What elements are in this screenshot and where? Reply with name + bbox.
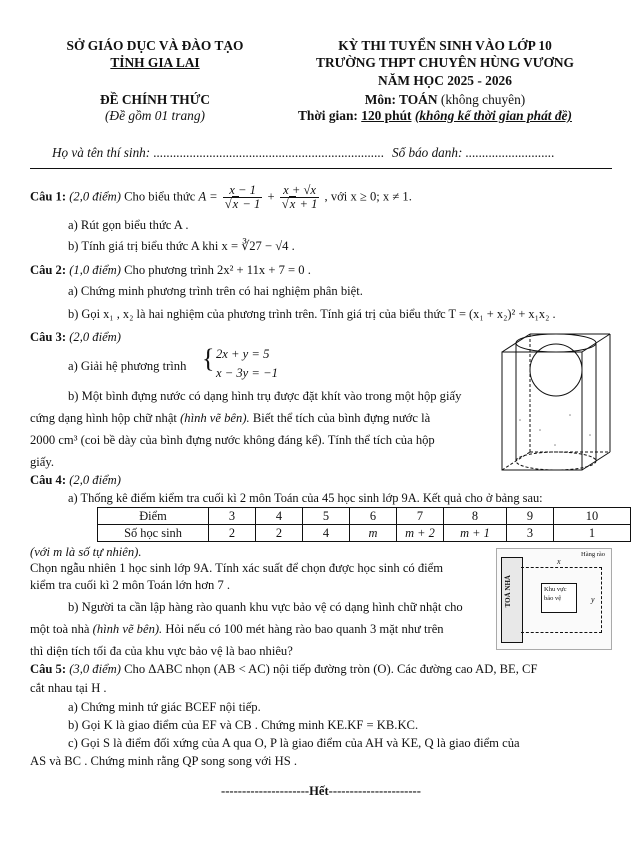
- fig-y-label: y: [591, 595, 595, 604]
- q4-b2-pre: một toà nhà: [30, 622, 90, 636]
- table-row: [98, 525, 631, 542]
- q1-head: Câu 1:: [30, 189, 67, 204]
- q2-statement: [30, 263, 311, 278]
- school-year: NĂM HỌC 2025 - 2026: [378, 73, 512, 88]
- table-cell: 1: [554, 525, 631, 542]
- q1-f1-num: x − 1: [223, 184, 263, 198]
- q2-intro: Cho phương trình 2x² + 11x + 7 = 0 .: [124, 263, 311, 277]
- time-note: (không kể thời gian phát đề): [414, 108, 572, 123]
- q5-part-c-line1: c) Gọi S là điểm đối xứng của A qua O, P là giao điểm của AH và KE, Q là giao điểm của: [68, 736, 520, 750]
- q4-part-a: a) Thống kê điểm kiểm tra cuối kì 2 môn Toán của 45 học sinh lớp 9A. Kết quả cho ở bảng sau:: [68, 491, 543, 505]
- q1-fraction-2: $\frac{x + √x}{√x + 1}$: [281, 183, 318, 212]
- table-row: [98, 508, 631, 525]
- q3-b2-post: Biết thể tích của bình đựng nước là: [252, 411, 431, 425]
- q3-equation-2: x − 3y = −1: [216, 366, 278, 380]
- q4-part-a-line2: Chọn ngẫu nhiên 1 học sinh lớp 9A. Tính xác suất để chọn được học sinh có điểm: [30, 561, 444, 575]
- q1-f2-num: x + √x: [280, 184, 320, 198]
- q3-system-brace: {: [202, 344, 215, 373]
- q3-part-b-line3: 2000 cm³ (coi bề dày của bình đựng nước không đáng kể). Tính thể tích của hộp: [30, 433, 435, 447]
- q1-condition: , với x ≥ 0; x ≠ 1.: [324, 189, 412, 204]
- q5-part-a: a) Chứng minh tứ giác BCEF nội tiếp.: [68, 700, 261, 714]
- q4-statement: [30, 473, 121, 488]
- time-value: 120 phút: [361, 108, 412, 123]
- q4-head: Câu 4:: [30, 473, 67, 487]
- q1-f2-den: x: [289, 197, 296, 212]
- table-cell: 6: [350, 508, 397, 525]
- q3-b2-pre: cứng dạng hình hộp chữ nhật: [30, 411, 177, 425]
- score-table: [97, 507, 631, 542]
- q3-part-b-line4: giấy.: [30, 455, 55, 469]
- time-line: [298, 108, 572, 124]
- candidate-id-field: Số báo danh: ...........................: [392, 145, 555, 160]
- table-header-cell: Số học sinh: [98, 525, 209, 542]
- table-cell: 7: [397, 508, 444, 525]
- q1-statement: [30, 184, 412, 211]
- q3-part-b-line2: [30, 411, 430, 426]
- table-cell: 9: [507, 508, 554, 525]
- fence-label: Hàng rào: [581, 551, 606, 558]
- q1-f1-den-tail: − 1: [239, 197, 261, 212]
- province-name: TỈNH GIA LAI: [110, 55, 200, 70]
- q5-statement: [30, 662, 537, 677]
- q5-intro: Cho ΔABC nhọn (AB < AC) nội tiếp đường tròn (O). Các đường cao AD, BE, CF: [124, 662, 538, 676]
- table-cell: 4: [256, 508, 303, 525]
- q3-part-a: a) Giải hệ phương trình: [68, 359, 187, 373]
- q1-plus: +: [267, 189, 275, 204]
- q4-part-b-line2: [30, 622, 444, 637]
- q2-points: (1,0 điểm): [69, 263, 121, 277]
- table-cell: m + 1: [444, 525, 507, 542]
- zone-label-2: bảo vệ: [544, 595, 562, 602]
- header-divider: [30, 168, 612, 169]
- table-cell: 2: [209, 525, 256, 542]
- table-cell: 4: [303, 525, 350, 542]
- q5-points: (3,0 điểm): [69, 662, 121, 676]
- building-label: TOÀ NHÀ: [504, 575, 512, 608]
- time-label: Thời gian:: [298, 108, 358, 123]
- q1-f2-den-tail: + 1: [296, 197, 318, 212]
- q1-fraction-1: $\frac{x - 1}{√x - 1}$: [224, 183, 261, 212]
- q2-head: Câu 2:: [30, 263, 67, 277]
- q3-equation-1: 2x + y = 5: [216, 347, 270, 361]
- fig-x-label: x: [557, 557, 561, 566]
- q1-expr-label: A =: [198, 189, 218, 204]
- subject-line: [280, 92, 610, 108]
- q4-part-a-line3: kiểm tra cuối kì 2 môn Toán lớn hơn 7 .: [30, 578, 231, 592]
- official-label: ĐỀ CHÍNH THỨC: [99, 92, 211, 107]
- q2-part-b: b) Gọi x₁ , x₂ là hai nghiệm của phương trình trên. Tính giá trị của biểu thức T = (x₁ + x₂)² + x₁x₂ .: [68, 307, 556, 321]
- end-marker: ---------------------Hết----------------------: [221, 784, 421, 798]
- q1-part-a: a) Rút gọn biểu thức A .: [68, 218, 189, 232]
- q2-part-a: a) Chứng minh phương trình trên có hai nghiệm phân biệt.: [68, 284, 363, 298]
- zone-label-1: Khu vực: [544, 586, 567, 593]
- candidate-name-field: Họ và tên thí sinh: ......................................................................: [52, 145, 385, 160]
- cylinder-in-box-figure: [500, 330, 612, 472]
- q4-b2-post: Hỏi nếu có 100 mét hàng rào bao quanh 3 mặt như trên: [165, 622, 444, 636]
- q3-points: (2,0 điểm): [69, 330, 121, 344]
- q5-part-b: b) Gọi K là giao điểm của EF và CB . Chứng minh KE.KF = KB.KC.: [68, 718, 419, 732]
- q3-part-b-line1: b) Một bình đựng nước có dạng hình trụ được đặt khít vào trong một hộp giấy: [68, 389, 462, 403]
- school-name: TRƯỜNG THPT CHUYÊN HÙNG VƯƠNG: [316, 55, 574, 70]
- exam-title: KỲ THI TUYỂN SINH VÀO LỚP 10: [338, 38, 552, 53]
- q3-b2-figref: (hình vẽ bên).: [180, 411, 250, 425]
- q4-part-b-line1: b) Người ta cần lập hàng rào quanh khu vực bảo vệ có dạng hình chữ nhật cho: [68, 600, 463, 614]
- q5-part-c-line2: AS và BC . Chứng minh rằng QP song song với HS .: [30, 754, 298, 768]
- q1-f1-den: x: [232, 197, 239, 212]
- q1-points: (2,0 điểm): [69, 189, 121, 204]
- fence-figure: [496, 548, 612, 650]
- table-cell: 3: [507, 525, 554, 542]
- q3-head: Câu 3:: [30, 330, 67, 344]
- subject-note: (không chuyên): [440, 92, 526, 107]
- table-header-cell: Điểm: [98, 508, 209, 525]
- q4-b2-figref: (hình vẽ bên).: [92, 622, 163, 636]
- q4-note: (với m là số tự nhiên).: [30, 545, 142, 559]
- table-cell: 3: [209, 508, 256, 525]
- q5-head: Câu 5:: [30, 662, 67, 676]
- table-cell: m + 2: [397, 525, 444, 542]
- q5-intro-line2: cắt nhau tại H .: [30, 681, 107, 695]
- q1-intro: Cho biểu thức: [124, 189, 196, 204]
- page-count: (Đề gồm 01 trang): [104, 108, 206, 123]
- table-cell: 5: [303, 508, 350, 525]
- q3-statement: [30, 330, 121, 345]
- subject-label: Môn: TOÁN: [364, 92, 438, 107]
- q4-points: (2,0 điểm): [69, 473, 121, 487]
- q1-part-b: b) Tính giá trị biểu thức A khi x = ∛27 − √4 .: [68, 239, 295, 253]
- table-cell: 8: [444, 508, 507, 525]
- q4-part-b-line3: thì diện tích tối đa của khu vực bảo vệ là bao nhiêu?: [30, 644, 293, 658]
- table-cell: 10: [554, 508, 631, 525]
- department-name: SỞ GIÁO DỤC VÀ ĐÀO TẠO: [66, 38, 244, 53]
- table-cell: m: [350, 525, 397, 542]
- table-cell: 2: [256, 525, 303, 542]
